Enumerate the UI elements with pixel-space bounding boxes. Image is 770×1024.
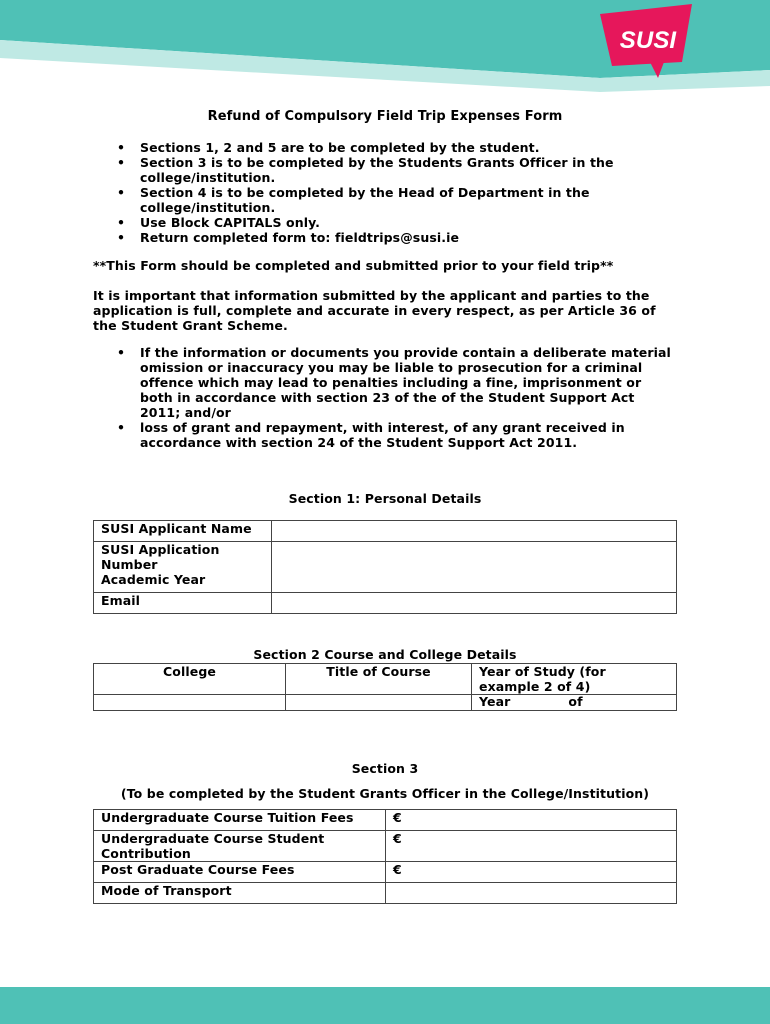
table-row [94, 593, 677, 614]
row-label: Undergraduate Course Tuition Fees [94, 810, 386, 831]
warnings-list [117, 345, 677, 450]
student-contribution-field[interactable]: € [386, 831, 677, 862]
section1-heading: Section 1: Personal Details [288, 491, 482, 506]
applicant-name-field[interactable] [272, 521, 677, 542]
row-label: Undergraduate Course Student Contribution [94, 831, 386, 862]
row-label [94, 542, 272, 593]
course-details-table [93, 663, 677, 711]
table-row [94, 521, 677, 542]
logo-text: SUSI [619, 27, 677, 54]
column-header-college: College [94, 664, 286, 695]
row-label: SUSI Applicant Name [94, 521, 272, 542]
list-item: • Sections 1, 2 and 5 are to be completed by the student. [117, 140, 677, 155]
header-banner [0, 0, 770, 110]
section3-subheading: (To be completed by the Student Grants Officer in the College/Institution) [120, 786, 650, 801]
academic-year-label: Academic Year [101, 572, 206, 587]
of-label: of [568, 694, 583, 709]
list-item: • If the information or documents you provide contain a deliberate material omission or inaccuracy you may be liable to prosecution for a criminal offence which may lead to penalties including a fine, imprisonment or both in accordance with section 23 of the of the Student Support Act 2011; and/or [117, 345, 677, 420]
table-row [94, 695, 677, 711]
year-of-study-field[interactable] [472, 695, 677, 711]
warning-intro: It is important that information submitted by the applicant and parties to the application is full, complete and accurate in every respect, as per Article 36 of the Student Grant Scheme. [93, 288, 656, 333]
list-item: • Return completed form to: fieldtrips@susi.ie [117, 230, 677, 245]
row-label: Post Graduate Course Fees [94, 862, 386, 883]
row-label: Mode of Transport [94, 883, 386, 904]
application-number-field[interactable] [272, 542, 677, 593]
personal-details-table [93, 520, 677, 614]
table-row [94, 664, 677, 695]
column-header-year: Year of Study (for example 2 of 4) [472, 664, 677, 695]
year-label: Year [479, 694, 511, 709]
list-item: • loss of grant and repayment, with interest, of any grant received in accordance with section 24 of the Student Support Act 2011. [117, 420, 677, 450]
table-row [94, 883, 677, 904]
section2-heading: Section 2 Course and College Details [253, 647, 517, 662]
list-item: • Use Block CAPITALS only. [117, 215, 677, 230]
list-item: • Section 3 is to be completed by the Students Grants Officer in the college/institution. [117, 155, 677, 185]
tuition-fees-field[interactable]: € [386, 810, 677, 831]
footer-band [0, 987, 770, 1024]
transport-mode-field[interactable] [386, 883, 677, 904]
table-row [94, 542, 677, 593]
table-row [94, 810, 677, 831]
row-label: Email [94, 593, 272, 614]
list-item: • Section 4 is to be completed by the Head of Department in the college/institution. [117, 185, 677, 215]
table-row [94, 862, 677, 883]
postgrad-fees-field[interactable]: € [386, 862, 677, 883]
section3-heading: Section 3 [351, 761, 419, 776]
email-field[interactable] [272, 593, 677, 614]
table-row [94, 831, 677, 862]
application-number-label: SUSI Application Number [101, 542, 220, 572]
fees-table [93, 809, 677, 904]
college-field[interactable] [94, 695, 286, 711]
form-title: Refund of Compulsory Field Trip Expenses Form [207, 109, 563, 124]
column-header-course: Title of Course [286, 664, 472, 695]
instructions-list [117, 140, 677, 245]
course-title-field[interactable] [286, 695, 472, 711]
notice-text: **This Form should be completed and submitted prior to your field trip** [93, 258, 614, 273]
